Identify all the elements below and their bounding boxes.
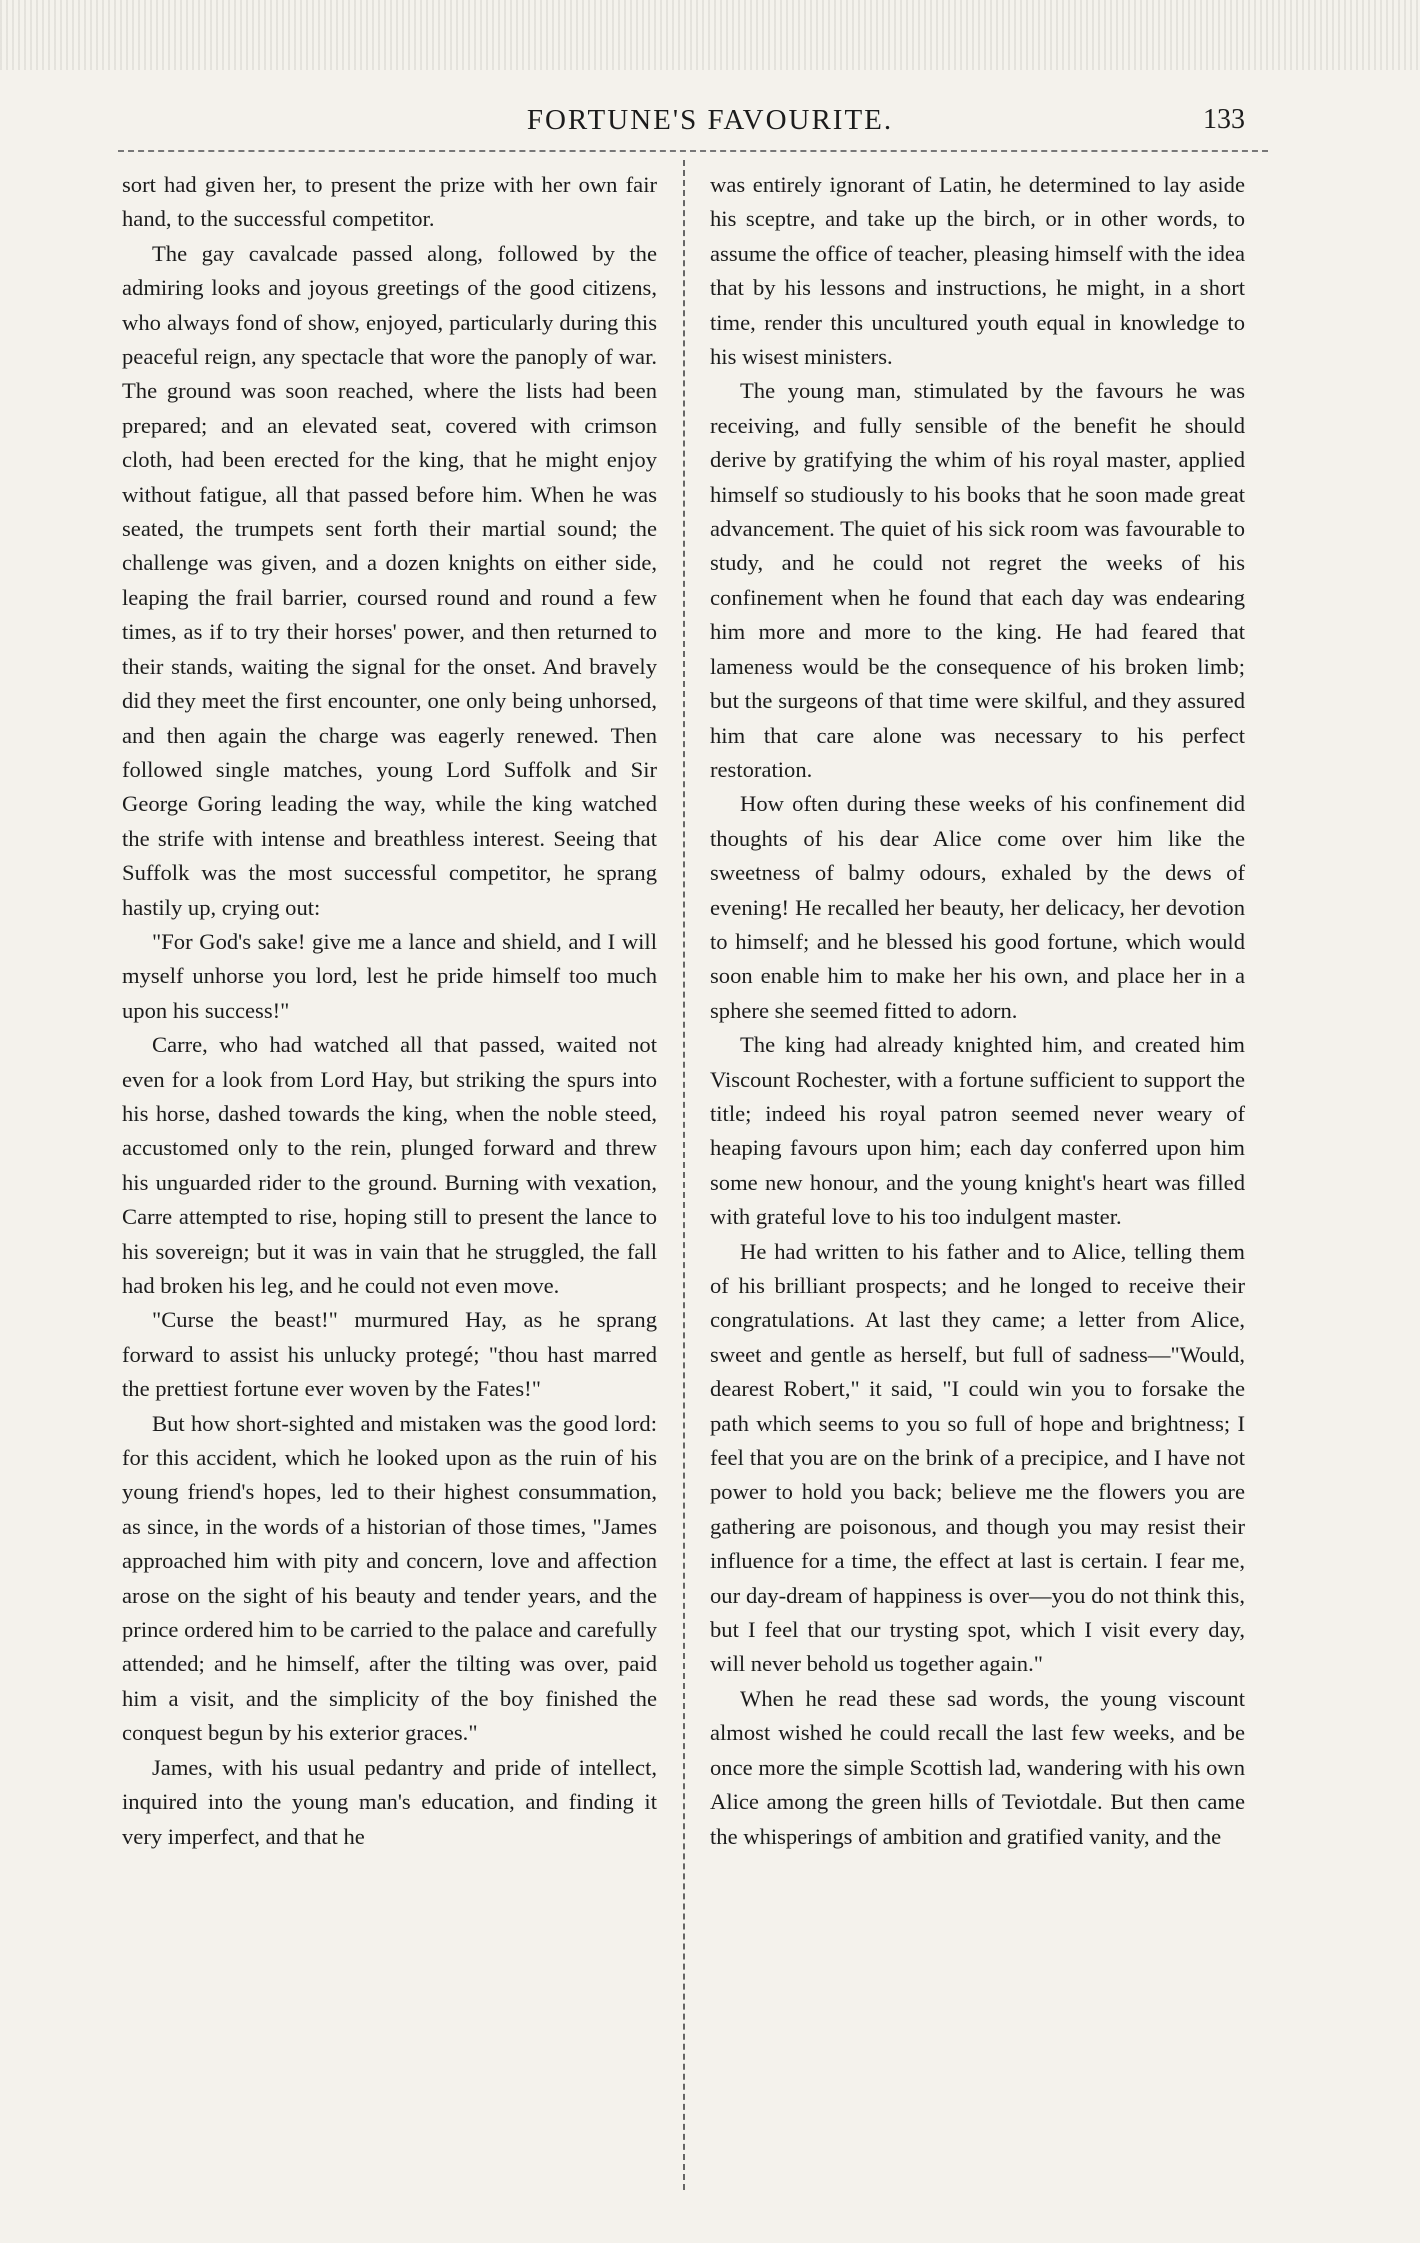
page-header: [0, 96, 1420, 146]
paragraph: Carre, who had watched all that passed, waited not even for a look from Lord Hay, but striking the spurs into his horse, dashed towards the king, when the noble steed, accustomed only to the rein, plunged forward and threw his unguarded rider to the ground. Burning with vexation, Carre attempted to rise, hoping still to present the lance to his sovereign; but it was in vain that he struggled, the fall had broken his leg, and he could not even move.: [122, 1032, 657, 1298]
paragraph: The king had already knighted him, and created him Viscount Rochester, with a fortune sufficient to support the title; indeed his royal patron seemed never weary of heaping favours upon him; each day conferred upon him some new honour, and the young knight's heart was filled with grateful love to his too indulgent master.: [710, 1032, 1245, 1230]
paragraph: But how short-sighted and mistaken was the good lord: for this accident, which he looked upon as the ruin of his young friend's hopes, led to their highest consummation, as since, in the words of a historian of those times, "James approached him with pity and concern, love and affection arose on the sight of his beauty and tender years, and the prince ordered him to be carried to the palace and carefully attended; and he himself, after the tilting was over, paid him a visit, and the simplicity of the boy finished the conquest begun by his exterior graces.": [122, 1410, 657, 1746]
left-column: [122, 168, 657, 2178]
running-title: FORTUNE'S FAVOURITE.: [526, 104, 894, 136]
paragraph: When he read these sad words, the young viscount almost wished he could recall the last few weeks, and be once more the simple Scottish lad, wandering with his own Alice among the green hills of Teviotdale. But then came the whisperings of ambition and gratified vanity, and the: [710, 1685, 1245, 1849]
paragraph: "For God's sake! give me a lance and shield, and I will myself unhorse you lord, lest he pride himself too much upon his success!": [122, 928, 657, 1023]
paragraph: James, with his usual pedantry and pride of intellect, inquired into the young man's education, and finding it very imperfect, and that he: [122, 1754, 657, 1849]
paragraph: The young man, stimulated by the favours he was receiving, and fully sensible of the benefit he should derive by gratifying the whim of his royal master, applied himself so studiously to his books that he soon made great advancement. The quiet of his sick room was favourable to study, and he could not regret the weeks of his confinement when he found that each day was endearing him more and more to the king. He had feared that lameness would be the consequence of his broken limb; but the surgeons of that time were skilful, and they assured him that care alone was necessary to his perfect restoration.: [710, 378, 1245, 782]
page-scan-noise: [0, 0, 1420, 70]
paragraph: "Curse the beast!" murmured Hay, as he sprang forward to assist his unlucky protegé; "thou hast marred the prettiest fortune ever woven by the Fates!": [122, 1307, 657, 1402]
paragraph: sort had given her, to present the prize with her own fair hand, to the successful competitor.: [122, 172, 657, 232]
paragraph: was entirely ignorant of Latin, he determined to lay aside his sceptre, and take up the birch, or in other words, to assume the office of teacher, pleasing himself with the idea that by his lessons and instructions, he might, in a short time, render this uncultured youth equal in knowledge to his wisest ministers.: [710, 172, 1245, 370]
right-column: [710, 168, 1245, 2178]
column-divider: [683, 160, 685, 2190]
paragraph: He had written to his father and to Alice, telling them of his brilliant prospects; and he longed to receive their congratulations. At last they came; a letter from Alice, sweet and gentle as herself, but full of sadness—"Would, dearest Robert," it said, "I could win you to forsake the path which seems to you so full of hope and brightness; I feel that you are on the brink of a precipice, and I have not power to hold you back; believe me the flowers you are gathering are poisonous, and though you may resist their influence for a time, the effect at last is certain. I fear me, our day-dream of happiness is over—you do not think this, but I feel that our trysting spot, which I visit every day, will never behold us together again.": [710, 1238, 1245, 1677]
page-number: 133: [1203, 104, 1245, 135]
paragraph: How often during these weeks of his confinement did thoughts of his dear Alice come over him like the sweetness of balmy odours, exhaled by the dews of evening! He recalled her beauty, her delicacy, her devotion to himself; and he blessed his good fortune, which would soon enable him to make her his own, and place her in a sphere she seemed fitted to adorn.: [710, 791, 1245, 1023]
header-rule: [118, 150, 1268, 152]
paragraph: The gay cavalcade passed along, followed by the admiring looks and joyous greetings of the good citizens, who always fond of show, enjoyed, particularly during this peaceful reign, any spectacle that wore the panoply of war. The ground was soon reached, where the lists had been prepared; and an elevated seat, covered with crimson cloth, had been erected for the king, that he might enjoy without fatigue, all that passed before him. When he was seated, the trumpets sent forth their martial sound; the challenge was given, and a dozen knights on either side, leaping the frail barrier, coursed round and round a few times, as if to try their horses' power, and then returned to their stands, waiting the signal for the onset. And bravely did they meet the first encounter, one only being unhorsed, and then again the charge was eagerly renewed. Then followed single matches, young Lord Suffolk and Sir George Goring leading the way, while the king watched the strife with intense and breathless interest. Seeing that Suffolk was the most successful competitor, he sprang hastily up, crying out:: [122, 240, 657, 920]
